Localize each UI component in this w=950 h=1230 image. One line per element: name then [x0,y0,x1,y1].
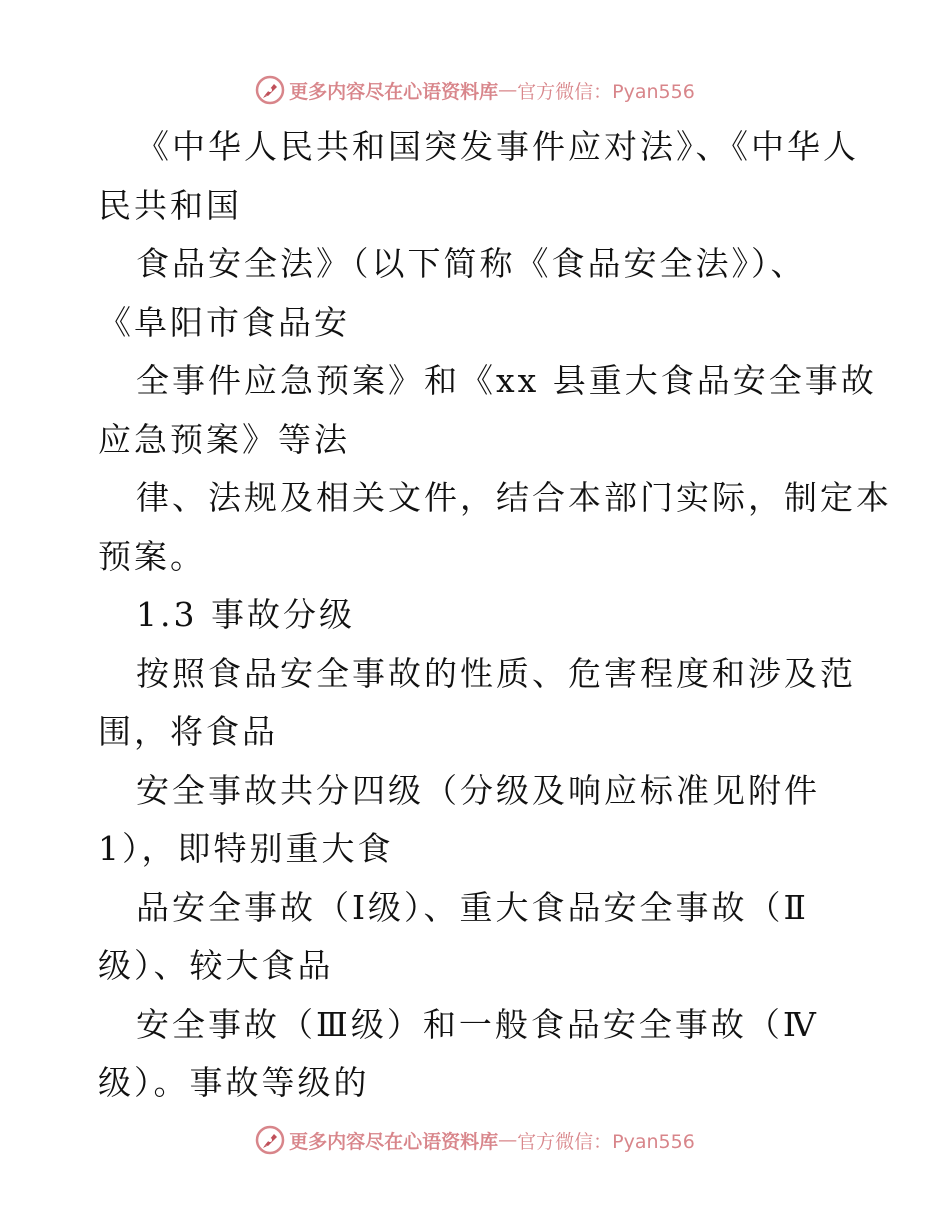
body-line: 《中华人民共和国突发事件应对法》、《中华人 [136,127,859,166]
header-banner [0,70,950,110]
banner-dash: — [498,79,518,101]
banner-wechat: 官方微信：Pyan556 [517,1130,695,1153]
body-line: 民共和国 [98,185,242,225]
document-body [98,118,898,1113]
banner-dash: — [498,1129,518,1151]
body-line: 应急预案》等法 [98,419,350,459]
body-line: 级）、较大食品 [98,946,334,985]
body-line: 围，将食品 [98,712,278,751]
body-line: 《阜阳市食品安 [98,302,350,342]
body-line: 全事件应急预案》和《xx 县重大食品安全事故 [136,361,877,400]
body-line: 按照食品安全事故的性质、危害程度和涉及范 [136,653,856,693]
body-line: 律、法规及相关文件，结合本部门实际，制定本 [136,478,892,517]
body-line: 品安全事故（Ⅰ级）、重大食品安全事故（Ⅱ [136,887,809,927]
body-line: 1），即特别重大食 [98,829,394,868]
banner-wechat: 官方微信：Pyan556 [517,80,695,103]
pen-nib-circle-icon [255,75,285,105]
body-line: 安全事故（Ⅲ级）和一般食品安全事故（Ⅳ [136,1004,819,1044]
body-line: 预案。 [98,536,206,576]
body-line: 级）。事故等级的 [98,1063,370,1102]
banner-title: 更多内容尽在心语资料库 [289,80,499,103]
banner-title: 更多内容尽在心语资料库 [289,1130,499,1153]
pen-nib-circle-icon [255,1125,285,1155]
section-heading: 1.3 事故分级 [136,595,355,634]
body-line: 食品安全法》（以下简称《食品安全法》）、 [136,244,807,283]
footer-banner [0,1120,950,1160]
body-line: 安全事故共分四级（分级及响应标准见附件 [136,770,820,810]
